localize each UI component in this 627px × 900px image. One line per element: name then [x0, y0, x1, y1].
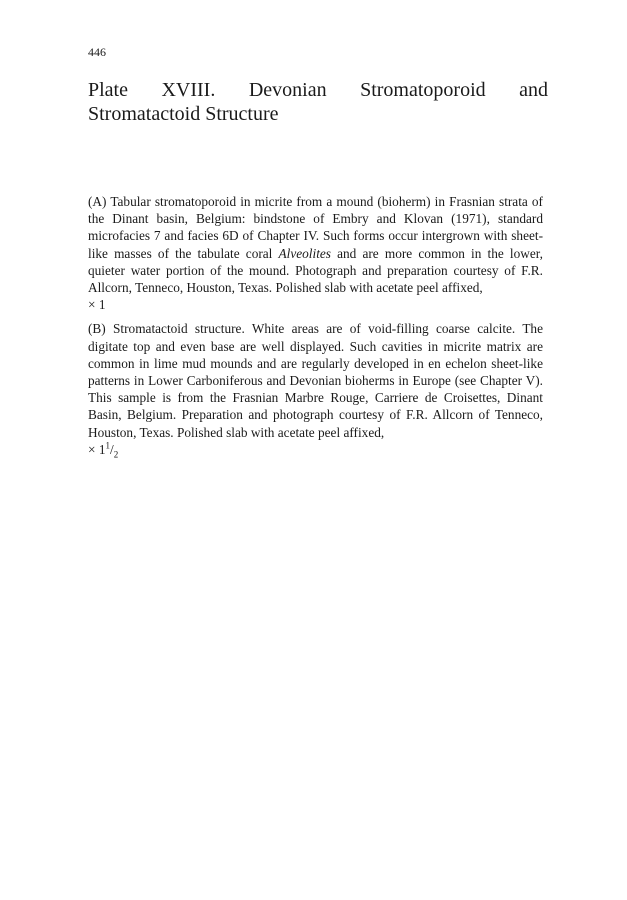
plate-captions — [88, 193, 543, 465]
caption-b-magnification-prefix: × 1 — [88, 441, 106, 457]
caption-a-label: (A) — [88, 194, 107, 209]
caption-a — [88, 193, 543, 313]
caption-b-magnification-fraction: $^1/_2$ — [105, 440, 119, 460]
plate-title: Plate XVIII. Devonian Stromatoporoid and Stromatactoid Structure — [88, 79, 548, 125]
page-number: 446 — [88, 45, 106, 59]
fraction-denominator: 2 — [113, 449, 119, 460]
caption-b-label: (B) — [88, 321, 106, 337]
caption-b-magnification — [88, 440, 119, 460]
fraction-numerator: 1 — [105, 440, 110, 451]
caption-a-genus: Alveolites — [278, 245, 331, 261]
caption-a-text: Tabular stromatoporoid in micrite from a mound (bioherm) in Frasnian strata of the Dinant basin, Belgium: bindstone of Embry and Klovan (1971), standard microfacies 7 and facies 6D of Chapter IV. Such forms occur intergrown with sheet-like masses of the tabulate coral — [88, 194, 543, 261]
caption-b — [88, 320, 543, 458]
caption-a-text-end: and are more common in the lower, quieter water portion of the mound. Photograph and preparation courtesy of F.R. Allcorn, Tenneco, Houston, Texas. Polished slab with acetate peel affixed, — [88, 245, 543, 296]
caption-a-magnification: × 1 — [88, 297, 106, 313]
caption-b-text: Stromatactoid structure. White areas are of void-filling coarse calcite. The digitate top and even base are well displayed. Such cavities in micrite matrix are common in lime mud mounds and are regularly developed in en echelon sheet-like patterns in Lower Carboniferous and Devonian bioherms in Europe (see Chapter V). This sample is from the Frasnian Marbre Rouge, Carriere de Croisettes, Dinant Basin, Belgium. Preparation and photograph courtesy of F.R. Allcorn of Tenneco, Houston, Texas. Polished slab with acetate peel affixed, — [88, 321, 543, 440]
